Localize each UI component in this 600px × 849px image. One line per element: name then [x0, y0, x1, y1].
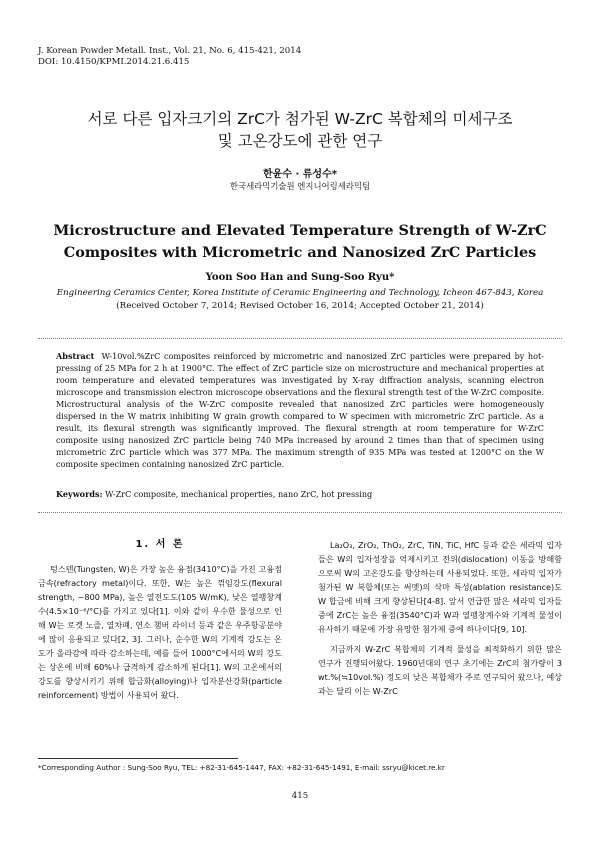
english-title-line1: Microstructure and Elevated Temperature Strength of W-ZrC	[53, 222, 547, 239]
journal-doi: DOI: 10.4150/KPMI.2014.21.6.415	[38, 57, 190, 67]
abstract-top-divider	[38, 338, 562, 339]
abstract-bottom-divider	[38, 512, 562, 513]
left-column	[38, 538, 282, 702]
abstract-label: Abstract	[56, 351, 95, 361]
journal-header	[38, 46, 301, 68]
keywords-label: Keywords:	[56, 489, 103, 499]
keywords-text: W-ZrC composite, mechanical properties, nano ZrC, hot pressing	[105, 489, 373, 499]
abstract-block	[56, 350, 544, 470]
section-heading: 1. 서 론	[135, 539, 185, 550]
korean-authors: 한윤수 · 류성수*	[263, 169, 337, 180]
abstract-text: W-10vol.%ZrC composites reinforced by micrometric and nanosized ZrC particles were prepared by hot-pressing of 25 MPa for 2 h at 1900°C. The effect of ZrC particle size on microstructure and mechanical properties at room temperature and elevated temperatures was investigated by X-ray diffraction analysis, scanning electron microscope and transmission electron microscope observations and the flexural strength test of the W-ZrC composite. Microstructural analysis of the W-ZrC composite revealed that nanosized ZrC particles were homogeneously dispersed in the W matrix inhibiting W grain growth compared to W specimen with micrometric ZrC particle. As a result, its flexural strength was significantly improved. The flexural strength at room temperature for W-ZrC composite using nanosized ZrC particle being 740 MPa increased by around 2 times than that of specimen using micrometric ZrC particle which was 377 MPa. The maximum strength of 935 MPa was tested at 1200°C on the W composite specimen containing nanosized ZrC particle.	[56, 351, 544, 469]
corresponding-author-footnote: *Corresponding Author : Sung-Soo Ryu, TEL: +82-31-645-1447, FAX: +82-31-645-1491, E-mail: ssryu@kicet.re.kr	[38, 763, 445, 772]
english-affiliation: Engineering Ceramics Center, Korea Institute of Ceramic Engineering and Technology, Icheon 467-843, Korea	[56, 288, 544, 298]
korean-title-line1: 서로 다른 입자크기의 ZrC가 첨가된 W-ZrC 복합체의 미세구조	[87, 110, 513, 128]
journal-citation: J. Korean Powder Metall. Inst., Vol. 21, No. 6, 415-421, 2014	[38, 46, 302, 56]
english-authors: Yoon Soo Han and Sung-Soo Ryu*	[205, 272, 395, 283]
received-dates: (Received October 7, 2014; Revised October 16, 2014; Accepted October 21, 2014)	[116, 301, 484, 311]
korean-title	[0, 108, 600, 152]
left-paragraph-1: 텅스텐(Tungsten, W)은 가장 높은 융점(3410°C)을 가진 고융점 금속(refractory metal)이다. 또한, W는 높은 꺾임강도(flexural strength, ~800 MPa), 높은 열전도도(105 W/mK), 낮은 열팽창계수(4.5×10⁻⁶/°C)를 가지고 있다[1]. 이와 같이 우수한 물성으로 인해 W는 로켓 노즐, 열차폐, 연소 챔버 라이너 등과 같은 우주항공분야에 많이 응용되고 있다[2, 3]. 그러나, 순수한 W의 기계적 강도는 온도가 올라감에 따라 감소하는데, 예를 들어 1000°C에서의 W의 강도는 상온에 비해 60%나 급격하게 감소하게 된다[1]. W의 고온에서의 강도를 향상시키기 위해 합금화(alloying)나 입자분산강화(particle reinforcement) 방법이 사용되어 왔다.	[38, 564, 282, 700]
footnote-divider	[38, 758, 238, 759]
right-paragraph-1: La₂O₃, ZrO₂, ThO₂, ZrC, TiN, TiC, HfC 등과 같은 세라믹 입자들은 W의 입자성장을 억제시키고 전위(dislocation) 이동을 방해함으로써 W의 고온강도를 향상하는데 사용되었다. 또한, 세라믹 입자가 첨가된 W 복합체(또는 써멧)의 삭마 특성(ablation resistance)도 W 합금에 비해 크게 향상된다[4-8]. 앞서 언급한 많은 세라믹 입자들 중에 ZrC는 높은 융점(3540°C)과 W과 열팽창계수와 기계적 물성이 유사하기 때문에 가장 유망한 첨가제 중에 하나이다[9, 10].	[318, 540, 562, 634]
english-title-line2: Composites with Micrometric and Nanosized ZrC Particles	[63, 244, 537, 261]
right-column	[318, 538, 562, 698]
english-title	[0, 220, 600, 264]
korean-affiliation: 한국세라믹기술원 엔지니어링세라믹팀	[229, 181, 371, 191]
page-number: 415	[291, 791, 309, 801]
keywords-block	[56, 489, 544, 499]
right-paragraph-2: 지금까지 W-ZrC 복합체의 기계적 물성을 최적화하기 위한 많은 연구가 진행되어왔다. 1960년대의 연구 초기에는 ZrC의 첨가량이 3 wt.%(≒10vol.%) 정도의 낮은 복합체가 주로 연구되어 왔으나, 예상과는 달리 이는 W-ZrC	[318, 644, 562, 696]
korean-title-line2: 및 고온강도에 관한 연구	[217, 132, 383, 150]
